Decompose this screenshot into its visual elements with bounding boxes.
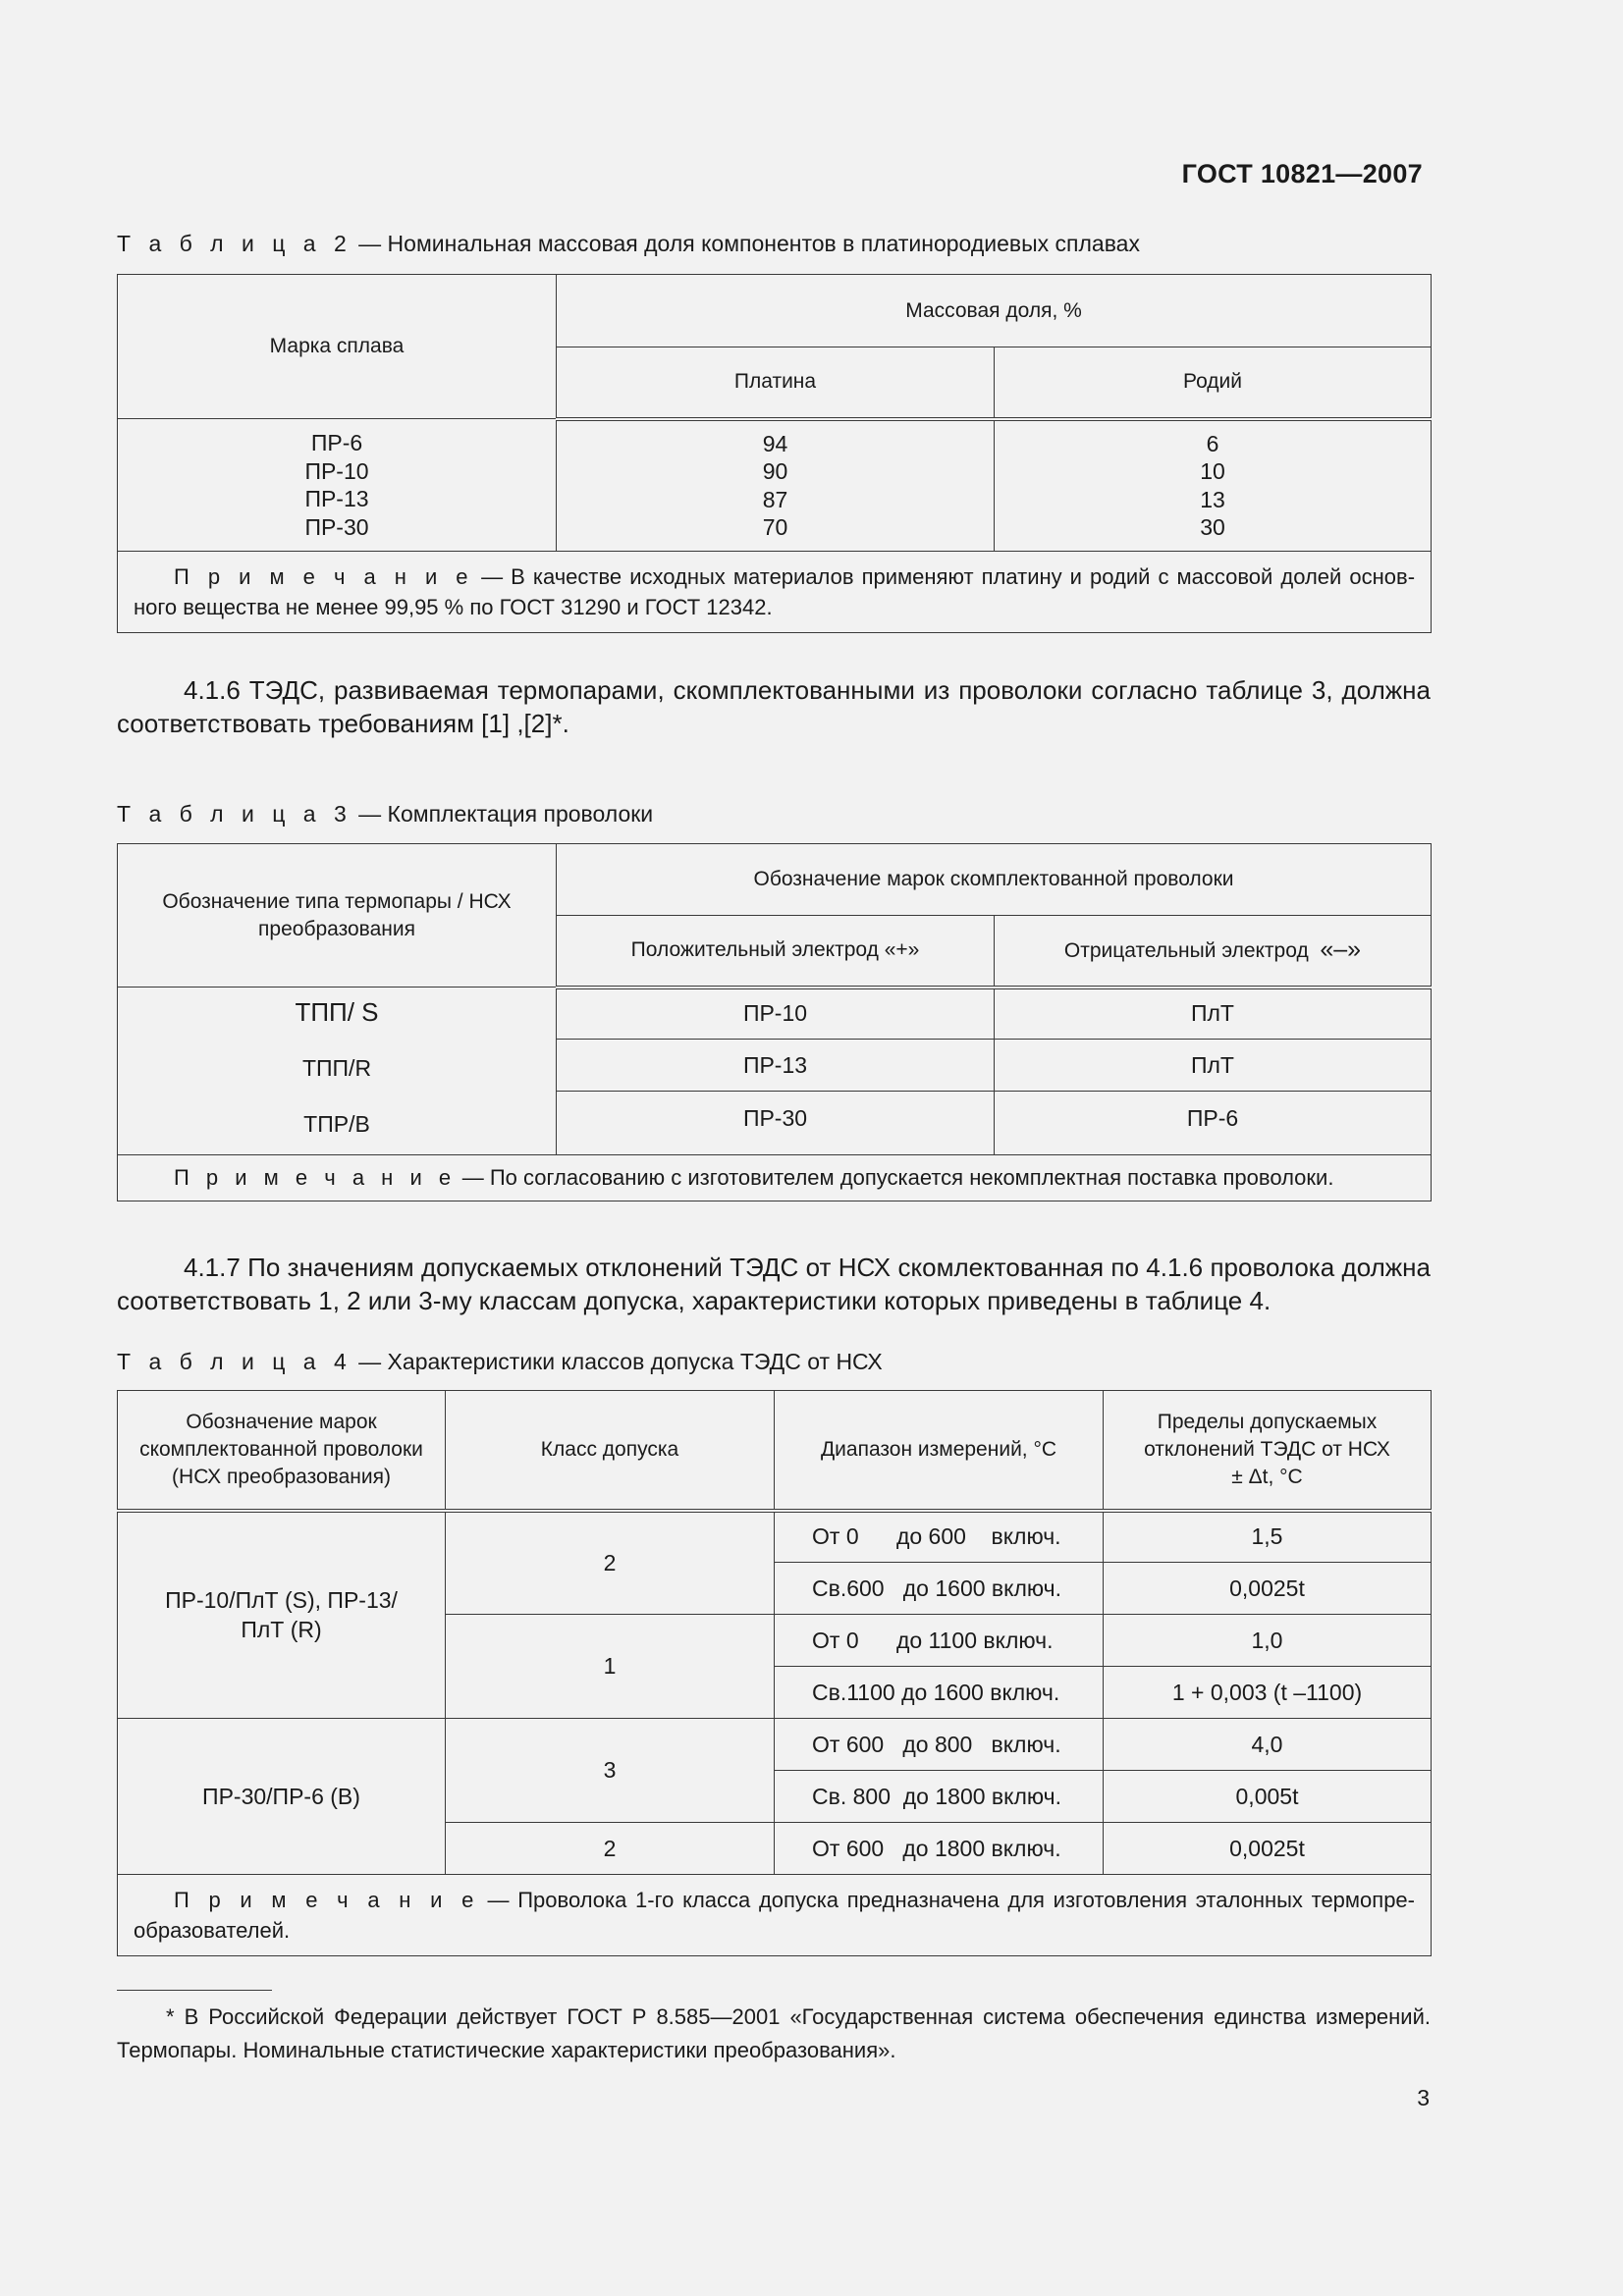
table2-rhodium-value: 30 xyxy=(1200,514,1225,541)
table3-note: П р и м е ч а н и е — По согласованию с изготовителем допускается некомплектная поставка проволоки. xyxy=(118,1155,1432,1201)
table4-caption: Т а б л и ц а 4 — Характеристики классов допуска ТЭДС от НСХ xyxy=(117,1349,883,1374)
table3-type: ТПП/ S xyxy=(295,997,379,1027)
table2-rhodium-value: 10 xyxy=(1200,458,1225,485)
table2-platinum-value: 87 xyxy=(762,486,788,512)
table4-range: Св.1100 до 1600 включ. xyxy=(775,1667,1104,1719)
table3-type: ТПР/В xyxy=(303,1111,370,1137)
table3-header-marks: Обозначение марок скомплектованной проволоки xyxy=(557,844,1432,916)
table3-positive: ПР-13 xyxy=(557,1040,995,1092)
table2-header-mass: Массовая доля, % xyxy=(557,275,1432,347)
table3-type: ТПП/R xyxy=(301,1055,372,1081)
table2-rhodium-value: 6 xyxy=(1206,430,1219,456)
footnote: * В Российской Федерации действует ГОСТ Р 8.585—2001 «Государственная система обеспечения единства измерений. Термопары. Номинальные статистические характеристики преобразования». xyxy=(117,2004,1431,2062)
table4-group1-marks: ПР-10/ПлТ (S), ПР-13/ПлТ (R) xyxy=(118,1511,446,1719)
table3-positive: ПР-10 xyxy=(557,988,995,1040)
table2-platinum-value: 70 xyxy=(762,514,788,541)
table4-header-class: Класс допуска xyxy=(446,1391,775,1511)
table4-range: От 600 до 800 включ. xyxy=(775,1719,1104,1771)
table2-header-grade: Марка сплава xyxy=(118,275,557,419)
table4-header-marks: Обозначение марок скомплектованной проволоки (НСХ преобразования) xyxy=(118,1391,446,1511)
table3-header-type: Обозначение типа термопары / НСХ преобразования xyxy=(118,844,557,988)
table2-platinum-value: 94 xyxy=(762,430,788,456)
table4-header-range: Диапазон измерений, °С xyxy=(775,1391,1104,1511)
table4-limit: 0,005t xyxy=(1104,1771,1432,1823)
table3-types-cell xyxy=(118,988,557,1155)
table4 xyxy=(117,1390,1432,1956)
table2-grade: ПР-10 xyxy=(304,457,369,484)
table3 xyxy=(117,843,1432,1201)
table3-header-negative: Отрицательный электрод «–» xyxy=(995,916,1432,988)
paragraph-4-1-6: 4.1.6 ТЭДС, развиваемая термопарами, скомплектованными из проволоки согласно таблице 3, должна соответствовать требованиям [1] ,[2]*. xyxy=(117,675,1431,738)
table4-group2-marks: ПР-30/ПР-6 (В) xyxy=(118,1719,446,1875)
table3-negative: ПлТ xyxy=(995,1040,1432,1092)
table2-platinum-cell xyxy=(557,419,995,552)
table4-range: От 0 до 1100 включ. xyxy=(775,1615,1104,1667)
table2-grade: ПР-30 xyxy=(304,513,369,540)
table4-class: 3 xyxy=(446,1719,775,1823)
table4-range: От 600 до 1800 включ. xyxy=(775,1823,1104,1875)
table3-header-positive: Положительный электрод «+» xyxy=(557,916,995,988)
paragraph-4-1-7: 4.1.7 По значениям допускаемых отклонений ТЭДС от НСХ скомлектованная по 4.1.6 проволока должна соответствовать 1, 2 или 3-му классам допуска, характеристики которых приведены в таблице 4. xyxy=(117,1253,1431,1315)
table3-negative: ПлТ xyxy=(995,988,1432,1040)
table4-range: Св.600 до 1600 включ. xyxy=(775,1563,1104,1615)
table2-rhodium-cell xyxy=(995,419,1432,552)
table2-grade: ПР-6 xyxy=(310,430,363,455)
footnote-separator xyxy=(117,1990,272,1991)
table3-positive: ПР-30 xyxy=(557,1092,995,1155)
table4-limit: 0,0025t xyxy=(1104,1563,1432,1615)
table2-grade: ПР-13 xyxy=(304,486,369,511)
table3-negative: ПР-6 xyxy=(995,1092,1432,1155)
document-header: ГОСТ 10821—2007 xyxy=(1181,159,1423,188)
table2-header-rhodium: Родий xyxy=(995,347,1432,419)
page-number: 3 xyxy=(1417,2085,1430,2110)
table2-note: П р и м е ч а н и е — В качестве исходных материалов применяют платину и родий с массовой долей основ-ного вещества не менее 99,95 % по ГОСТ 31290 и ГОСТ 12342. xyxy=(118,552,1432,633)
table4-class: 1 xyxy=(446,1615,775,1719)
table2-header-platinum: Платина xyxy=(557,347,995,419)
table4-class: 2 xyxy=(446,1823,775,1875)
table4-note: П р и м е ч а н и е — Проволока 1-го класса допуска предназначена для изготовления эталонных термопре-образователей. xyxy=(118,1875,1432,1956)
table2 xyxy=(117,274,1432,633)
table4-limit: 1,0 xyxy=(1104,1615,1432,1667)
table2-platinum-value: 90 xyxy=(762,458,788,485)
table4-range: От 0 до 600 включ. xyxy=(775,1511,1104,1563)
table2-rhodium-value: 13 xyxy=(1200,486,1225,512)
table4-class: 2 xyxy=(446,1511,775,1615)
table4-header-limits: Пределы допускаемых отклонений ТЭДС от НСХ ± Δt, °С xyxy=(1104,1391,1432,1511)
table4-limit: 0,0025t xyxy=(1104,1823,1432,1875)
table4-limit: 1 + 0,003 (t –1100) xyxy=(1104,1667,1432,1719)
table4-range: Св. 800 до 1800 включ. xyxy=(775,1771,1104,1823)
table4-limit: 4,0 xyxy=(1104,1719,1432,1771)
table3-caption: Т а б л и ц а 3 — Комплектация проволоки xyxy=(117,801,654,827)
table2-grades-cell xyxy=(118,419,557,552)
table4-limit: 1,5 xyxy=(1104,1511,1432,1563)
table2-caption: Т а б л и ц а 2 — Номинальная массовая доля компонентов в платинородиевых сплавах xyxy=(117,231,1140,256)
